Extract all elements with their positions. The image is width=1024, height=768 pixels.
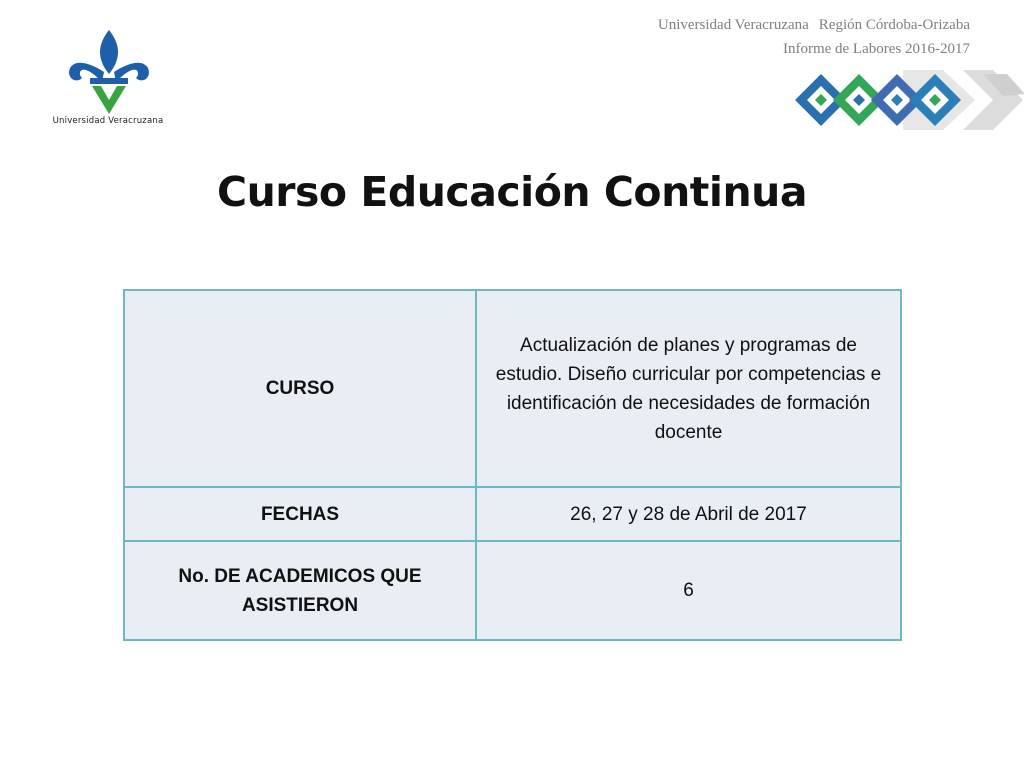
university-logo [38, 28, 178, 132]
row-label: CURSO [124, 290, 476, 487]
geometric-emblem-icon [793, 66, 1024, 132]
row-label: No. DE ACADEMICOS QUE ASISTIERON [124, 541, 476, 640]
row-value: 26, 27 y 28 de Abril de 2017 [476, 487, 901, 541]
header-report: Informe de Labores 2016-2017 [782, 41, 970, 57]
row-value: 6 [476, 541, 901, 640]
logo-text: Universidad Veracruzana [52, 116, 164, 126]
table-row-academicos [124, 541, 901, 640]
fleur-de-lis-v-logo-icon [64, 28, 154, 116]
table-row-fechas [124, 487, 901, 541]
header-university: Universidad Veracruzana [657, 17, 809, 33]
header-region: Región Córdoba-Orizaba [818, 17, 970, 33]
row-label: FECHAS [124, 487, 476, 541]
page-title: Curso Educación Continua [217, 168, 807, 216]
course-info-table [123, 289, 902, 641]
row-value: Actualización de planes y programas de estudio. Diseño curricular por competencias e identificación de necesidades de formación docente [476, 290, 901, 487]
table-row-curso [124, 290, 901, 487]
header-info [658, 13, 970, 61]
